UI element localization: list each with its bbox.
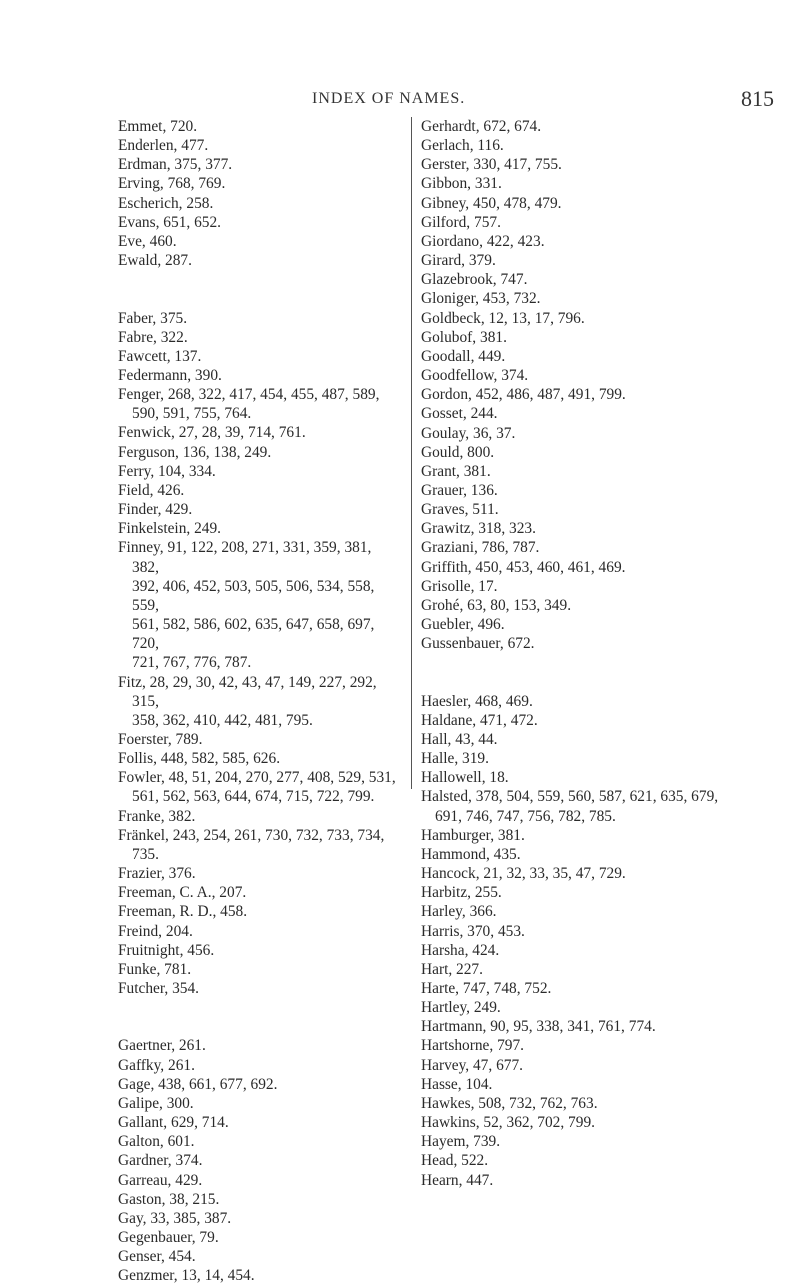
page-number: 815: [741, 86, 774, 111]
index-entry: Faber, 375.: [118, 309, 188, 327]
index-entry: Evans, 651, 652.: [118, 213, 222, 231]
index-entry: Hamburger, 381.: [421, 826, 525, 844]
index-entry: Futcher, 354.: [118, 980, 200, 998]
index-entry: Enderlen, 477.: [118, 137, 209, 155]
index-entry: Garreau, 429.: [118, 1171, 203, 1189]
index-entry: Gerster, 330, 417, 755.: [421, 156, 562, 174]
index-entry: Hasse, 104.: [421, 1075, 493, 1093]
index-entry: Gould, 800.: [421, 443, 495, 461]
index-entry: Gallant, 629, 714.: [118, 1114, 229, 1132]
index-entry: Fenwick, 27, 28, 39, 714, 761.: [118, 424, 306, 442]
index-entry: Galipe, 300.: [118, 1094, 194, 1112]
index-entry: Finder, 429.: [118, 501, 193, 519]
index-entry: Gay, 33, 385, 387.: [118, 1209, 232, 1227]
index-entry: Galton, 601.: [118, 1133, 195, 1151]
index-entry: Escherich, 258.: [118, 194, 214, 212]
index-entry: Hancock, 21, 32, 33, 35, 47, 729.: [421, 865, 626, 883]
index-entry: Freeman, R. D., 458.: [118, 903, 248, 921]
index-entry: Hallowell, 18.: [421, 769, 509, 787]
index-entry: Freind, 204.: [118, 922, 193, 940]
index-entry: Eve, 460.: [118, 232, 177, 250]
index-entry: Finkelstein, 249.: [118, 520, 222, 538]
index-entry: Grauer, 136.: [421, 481, 498, 499]
section-gap: [421, 653, 800, 691]
index-entry: Harbitz, 255.: [421, 884, 502, 902]
index-entry: Gilford, 757.: [421, 213, 501, 231]
index-entry: Genser, 454.: [118, 1248, 196, 1266]
index-entry: Frazier, 376.: [118, 865, 196, 883]
index-entry: Graves, 511.: [421, 501, 499, 519]
index-entry: Gardner, 374.: [118, 1152, 203, 1170]
index-entry: Fenger, 268, 322, 417, 454, 455, 487, 589, 590, 591, 755, 764.: [118, 386, 380, 423]
index-entry: Giordano, 422, 423.: [421, 232, 545, 250]
index-entry: Halle, 319.: [421, 750, 489, 768]
index-entry: Halsted, 378, 504, 559, 560, 587, 621, 635, 679, 691, 746, 747, 756, 782, 785.: [421, 788, 719, 825]
index-entry: Gibbon, 331.: [421, 175, 502, 193]
index-entry: Guebler, 496.: [421, 616, 505, 634]
index-entry: Hartley, 249.: [421, 999, 501, 1017]
index-column-left: [118, 117, 400, 1286]
index-entry: Ferry, 104, 334.: [118, 462, 216, 480]
index-entry: Grisolle, 17.: [421, 577, 498, 595]
index-entry: Goodall, 449.: [421, 347, 506, 365]
index-entry: Gaston, 38, 215.: [118, 1190, 220, 1208]
index-entry: Gerlach, 116.: [421, 137, 504, 155]
index-entry: Franke, 382.: [118, 807, 196, 825]
index-entry: Funke, 781.: [118, 960, 192, 978]
index-entry: Hearn, 447.: [421, 1171, 494, 1189]
index-entry: Harley, 366.: [421, 903, 497, 921]
running-header: INDEX OF NAMES.: [312, 90, 466, 107]
index-entry: Ewald, 287.: [118, 252, 192, 270]
index-entry: Harsha, 424.: [421, 941, 500, 959]
index-entry: Golubof, 381.: [421, 328, 507, 346]
index-entry: Gaffky, 261.: [118, 1056, 195, 1074]
index-entry: Grant, 381.: [421, 462, 491, 480]
index-entry: Graziani, 786, 787.: [421, 539, 540, 557]
index-entry: Federmann, 390.: [118, 367, 222, 385]
index-entry: Follis, 448, 582, 585, 626.: [118, 750, 281, 768]
index-entry: Freeman, C. A., 207.: [118, 884, 247, 902]
index-entry: Haesler, 468, 469.: [421, 692, 533, 710]
index-entry: Erving, 768, 769.: [118, 175, 226, 193]
index-entry: Gerhardt, 672, 674.: [421, 118, 542, 135]
index-entry: Gegenbauer, 79.: [118, 1229, 219, 1247]
index-entry: Erdman, 375, 377.: [118, 156, 233, 174]
index-entry: Hart, 227.: [421, 960, 483, 978]
index-entry: Glazebrook, 747.: [421, 271, 528, 289]
index-entry: Foerster, 789.: [118, 730, 203, 748]
index-entry: Ferguson, 136, 138, 249.: [118, 443, 272, 461]
index-entry: Hayem, 739.: [421, 1133, 501, 1151]
index-column-right: [411, 117, 800, 1189]
index-entry: Field, 426.: [118, 481, 185, 499]
section-gap: [118, 270, 400, 308]
index-entry: Harris, 370, 453.: [421, 922, 525, 940]
section-gap: [118, 998, 400, 1036]
index-entry: Harvey, 47, 677.: [421, 1056, 524, 1074]
index-entry: Fowler, 48, 51, 204, 270, 277, 408, 529, 531, 561, 562, 563, 644, 674, 715, 722, 799.: [118, 769, 396, 806]
index-entry: Hammond, 435.: [421, 845, 521, 863]
index-entry: Gosset, 244.: [421, 405, 498, 423]
index-entry: Gage, 438, 661, 677, 692.: [118, 1075, 278, 1093]
index-entry: Harte, 747, 748, 752.: [421, 980, 552, 998]
index-entry: Finney, 91, 122, 208, 271, 331, 359, 381, 382, 392, 406, 452, 503, 505, 506, 534, 558, 559, 561, 582, 586, 602, 635, 647, 658, 697, 720, 721, 767, 776, 787.: [118, 539, 375, 672]
index-entry: Gussenbauer, 672.: [421, 635, 535, 653]
index-entry: Gloniger, 453, 732.: [421, 290, 541, 308]
index-entry: Gordon, 452, 486, 487, 491, 799.: [421, 386, 626, 404]
index-entry: Girard, 379.: [421, 252, 496, 270]
index-entry: Emmet, 720.: [118, 118, 198, 135]
index-entry: Hall, 43, 44.: [421, 730, 498, 748]
index-entry: Grohé, 63, 80, 153, 349.: [421, 596, 572, 614]
index-entry: Fawcett, 137.: [118, 347, 202, 365]
index-entry: Head, 522.: [421, 1152, 489, 1170]
index-entry: Haldane, 471, 472.: [421, 711, 538, 729]
index-entry: Grawitz, 318, 323.: [421, 520, 536, 538]
index-entry: Fränkel, 243, 254, 261, 730, 732, 733, 734, 735.: [118, 826, 385, 863]
index-entry: Goulay, 36, 37.: [421, 424, 516, 442]
index-entry: Genzmer, 13, 14, 454.: [118, 1267, 255, 1285]
index-entry: Goldbeck, 12, 13, 17, 796.: [421, 309, 585, 327]
index-entry: Goodfellow, 374.: [421, 367, 529, 385]
index-entry: Fitz, 28, 29, 30, 42, 43, 47, 149, 227, 292, 315, 358, 362, 410, 442, 481, 795.: [118, 673, 377, 729]
index-entry: Fruitnight, 456.: [118, 941, 215, 959]
index-entry: Griffith, 450, 453, 460, 461, 469.: [421, 558, 626, 576]
index-entry: Hawkes, 508, 732, 762, 763.: [421, 1094, 598, 1112]
index-entry: Hawkins, 52, 362, 702, 799.: [421, 1114, 595, 1132]
index-entry: Fabre, 322.: [118, 328, 188, 346]
index-entry: Hartmann, 90, 95, 338, 341, 761, 774.: [421, 1018, 656, 1036]
index-entry: Hartshorne, 797.: [421, 1037, 525, 1055]
index-entry: Gaertner, 261.: [118, 1037, 206, 1055]
index-entry: Gibney, 450, 478, 479.: [421, 194, 562, 212]
